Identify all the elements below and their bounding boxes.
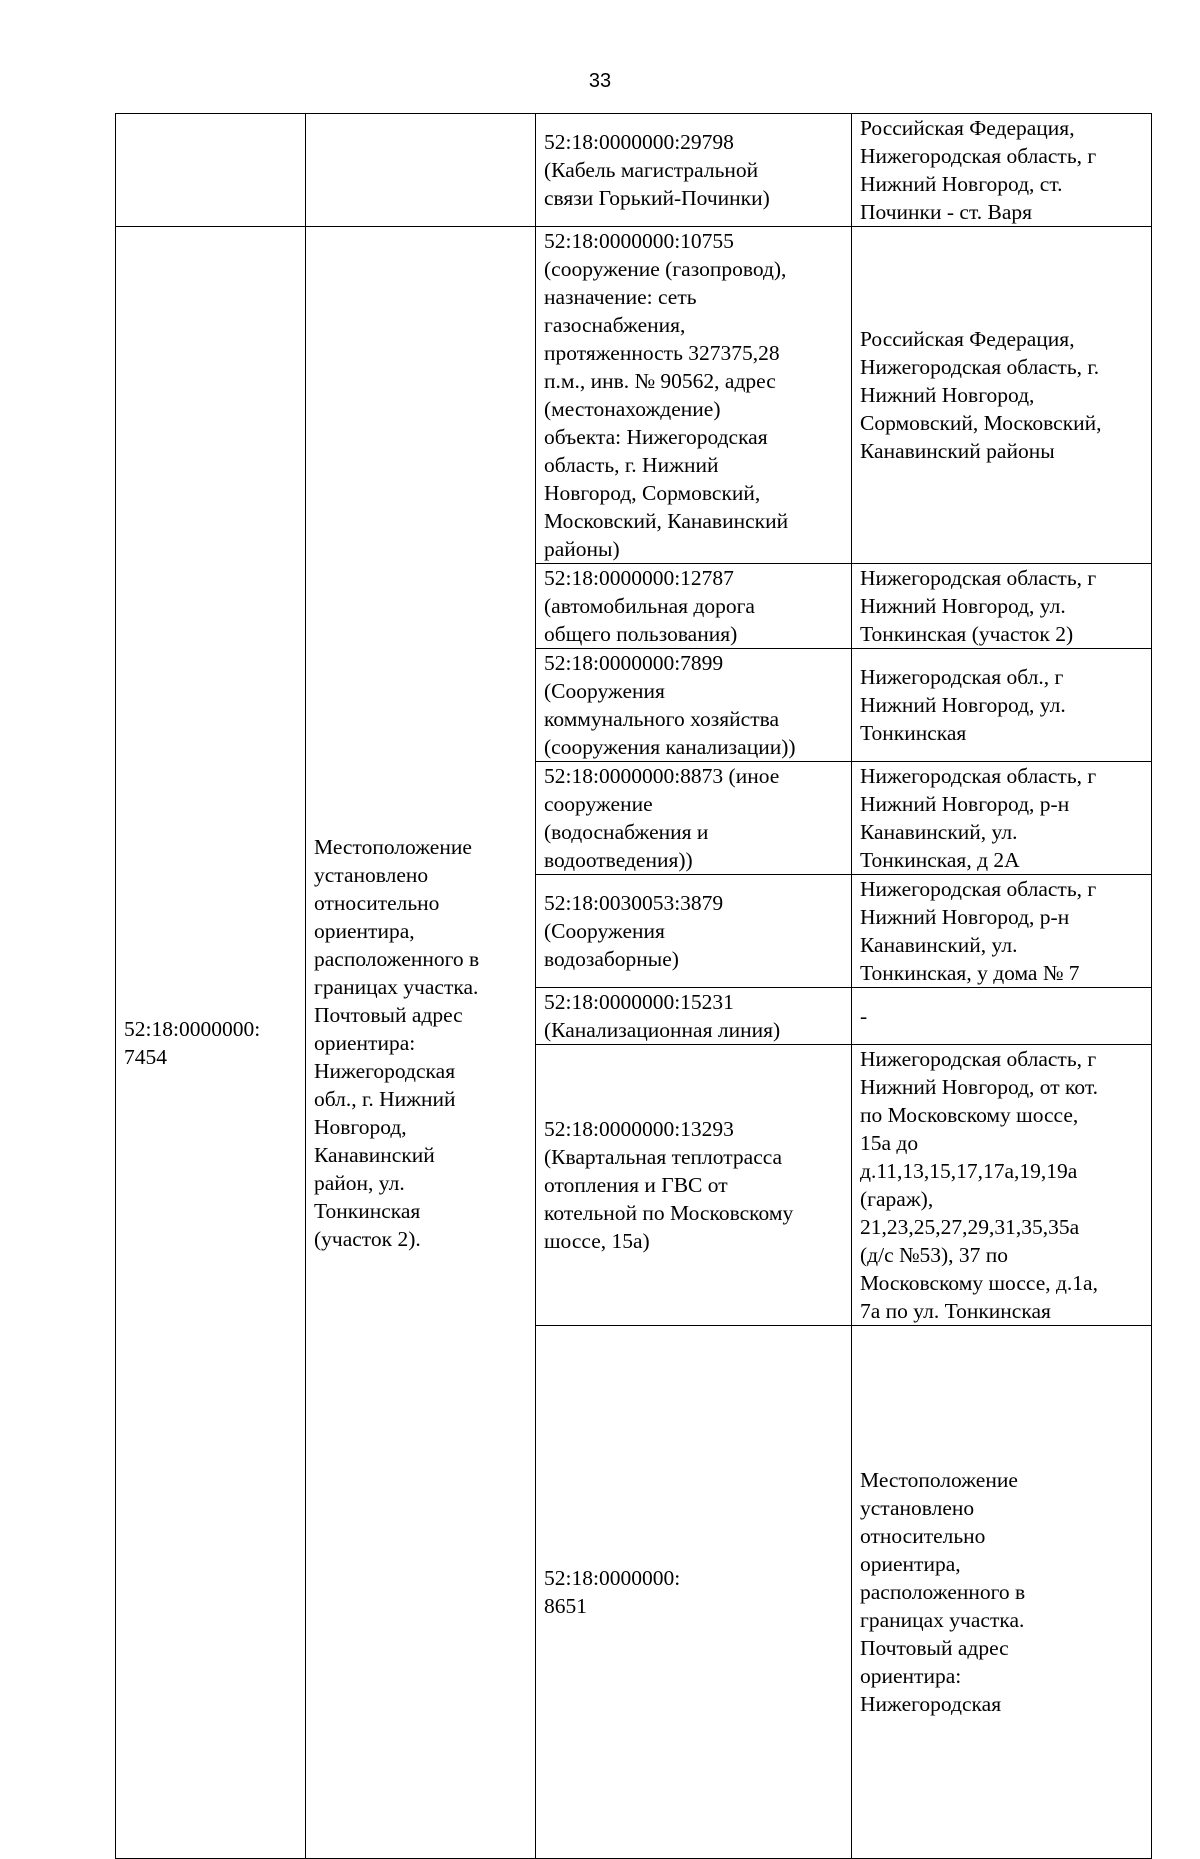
easement-table — [115, 113, 1152, 1859]
parcel-location-cell: Местоположение установлено относительно ориентира, расположенного в границах участка. Почтовый адрес ориентира: Нижегородская — [852, 1326, 1152, 1859]
object-cell: 52:18:0000000:8873 (иное сооружение (водоснабжения и водоотведения)) — [536, 762, 852, 875]
parcel-cadastral-cell — [116, 114, 306, 227]
address-cell: Российская Федерация, Нижегородская область, г. Нижний Новгород, Сормовский, Московский, Канавинский районы — [852, 227, 1152, 564]
object-cell: 52:18:0000000:7899 (Сооружения коммунального хозяйства (сооружения канализации)) — [536, 649, 852, 762]
address-cell: Нижегородская область, г Нижний Новгород, ул. Тонкинская (участок 2) — [852, 564, 1152, 649]
object-cell: 52:18:0030053:3879 (Сооружения водозаборные) — [536, 875, 852, 988]
address-cell: Нижегородская область, г Нижний Новгород, р-н Канавинский, ул. Тонкинская, д 2А — [852, 762, 1152, 875]
object-cell: 52:18:0000000:13293 (Квартальная теплотрасса отопления и ГВС от котельной по Московскому шоссе, 15а) — [536, 1045, 852, 1326]
object-cell: 52:18:0000000:10755 (сооружение (газопровод), назначение: сеть газоснабжения, протяженность 327375,28 п.м., инв. № 90562, адрес (местонахождение) объекта: Нижегородская область, г. Нижний Новгород, Сормовский, Московский, Канавинский районы) — [536, 227, 852, 564]
address-cell: Нижегородская область, г Нижний Новгород, р-н Канавинский, ул. Тонкинская, у дома № 7 — [852, 875, 1152, 988]
object-cell: 52:18:0000000:15231 (Канализационная линия) — [536, 988, 852, 1045]
parcel-location-cell: Местоположение установлено относительно ориентира, расположенного в границах участка. Почтовый адрес ориентира: Нижегородская обл., г. Нижний Новгород, Канавинский район, ул. Тонкинская (участок 2). — [306, 227, 536, 1859]
table-row — [116, 114, 1152, 227]
parcel-cadastral-cell: 52:18:0000000: 8651 — [536, 1326, 852, 1859]
object-cell: 52:18:0000000:29798 (Кабель магистральной связи Горький-Починки) — [536, 114, 852, 227]
address-cell: - — [852, 988, 1152, 1045]
address-cell: Нижегородская обл., г Нижний Новгород, ул. Тонкинская — [852, 649, 1152, 762]
parcel-location-cell — [306, 114, 536, 227]
object-cell: 52:18:0000000:12787 (автомобильная дорога общего пользования) — [536, 564, 852, 649]
page-number: 33 — [588, 70, 612, 92]
address-cell: Нижегородская область, г Нижний Новгород, от кот. по Московскому шоссе, 15а до д.11,13,15,17,17а,19,19а (гараж), 21,23,25,27,29,31,35,35а (д/с №53), 37 по Московскому шоссе, д.1а, 7а по ул. Тонкинская — [852, 1045, 1152, 1326]
table-row — [116, 227, 1152, 564]
address-cell: Российская Федерация, Нижегородская область, г Нижний Новгород, ст. Починки - ст. Варя — [852, 114, 1152, 227]
parcel-cadastral-cell: 52:18:0000000: 7454 — [116, 227, 306, 1859]
